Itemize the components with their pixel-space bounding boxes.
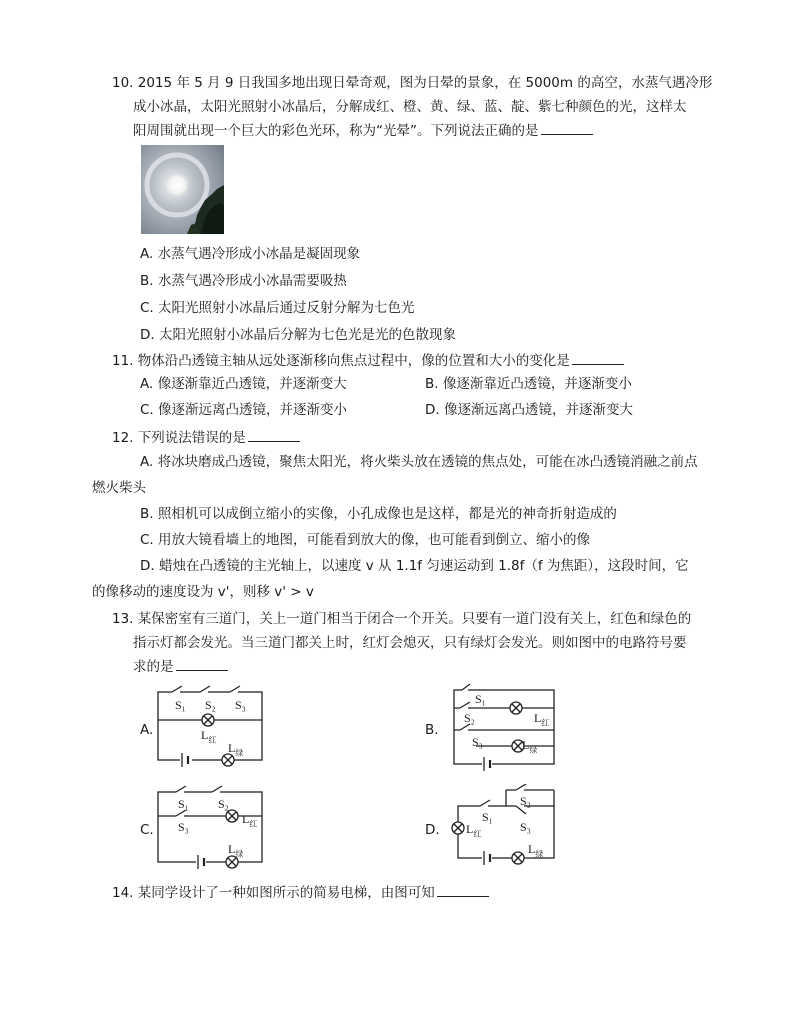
- q12-option-d-line1: D. 蜡烛在凸透镜的主光轴上，以速度 v 从 1.1f 匀速运动到 1.8f（f 为焦距），这段时间，它: [140, 558, 689, 574]
- circuit-b-lred: [534, 709, 549, 732]
- circuit-a-lred: [201, 726, 216, 749]
- lamp-green-label: L: [228, 842, 236, 856]
- q10-line2: 成小冰晶，太阳光照射小冰晶后，分解成红、橙、黄、绿、蓝、靛、紫七种颜色的光，这样太: [133, 99, 687, 115]
- lamp-red-label: L: [466, 822, 474, 836]
- circuit-d-lred: [466, 820, 481, 843]
- lamp-green-sub: 绿: [529, 745, 538, 755]
- circuit-b-label: B.: [425, 722, 439, 738]
- circuit-b-lgreen: [522, 736, 537, 759]
- q10-line3: [133, 122, 593, 140]
- q14-stem: [112, 884, 489, 902]
- lamp-red-label: L: [201, 728, 209, 742]
- circuit-a-s3: S₃: [235, 698, 246, 712]
- circuit-d-s3: S₃: [520, 820, 531, 834]
- answer-blank: [572, 352, 624, 365]
- q13-line3: [133, 658, 228, 676]
- circuit-c-label: C.: [140, 822, 154, 838]
- q10-option-c: C. 太阳光照射小冰晶后通过反射分解为七色光: [140, 300, 415, 316]
- q10-option-b: B. 水蒸气遇冷形成小冰晶需要吸热: [140, 273, 347, 289]
- circuit-d-s2: S₂: [520, 794, 531, 808]
- lamp-red-sub: 红: [473, 829, 482, 839]
- q10-option-a: A. 水蒸气遇冷形成小冰晶是凝固现象: [140, 246, 361, 262]
- q11-option-c: C. 像逐渐远离凸透镜，并逐渐变小: [140, 402, 348, 418]
- sun-halo-image: [141, 145, 224, 234]
- circuit-a-s2: S₂: [205, 698, 216, 712]
- circuit-c-lgreen: [228, 840, 243, 863]
- q11-option-d: D. 像逐渐远离凸透镜，并逐渐变大: [425, 402, 633, 418]
- q12-option-c: C. 用放大镜看墙上的地图，可能看到放大的像，也可能看到倒立、缩小的像: [140, 532, 591, 548]
- q12-option-d-line2: 的像移动的速度设为 v'，则移 v' > v: [92, 584, 314, 600]
- lamp-red-sub: 红: [249, 819, 258, 829]
- q10-line3-text: 阳周围就出现一个巨大的彩色光环，称为“光晕”。下列说法正确的是: [133, 123, 539, 139]
- answer-blank: [248, 429, 300, 442]
- q10-option-d: D. 太阳光照射小冰晶后分解为七色光是光的色散现象: [140, 327, 456, 343]
- circuit-d-label: D.: [425, 822, 440, 838]
- circuit-c-s2: S₂: [218, 797, 229, 811]
- lamp-red-sub: 红: [208, 735, 217, 745]
- q12-option-a-line1: A. 将冰块磨成凸透镜，聚焦太阳光，将火柴头放在透镜的焦点处，可能在冰凸透镜消融之前点: [140, 454, 698, 470]
- circuit-diagram-d: [446, 784, 566, 874]
- circuit-c-lred: [242, 810, 257, 833]
- q13-line2: 指示灯都会发光。当三道门都关上时，红灯会熄灭，只有绿灯会发光。则如图中的电路符号要: [133, 635, 687, 651]
- q11-stem-text: 11. 物体沿凸透镜主轴从远处逐渐移向焦点过程中，像的位置和大小的变化是: [112, 353, 570, 369]
- q11-option-a: A. 像逐渐靠近凸透镜，并逐渐变大: [140, 376, 347, 392]
- lamp-green-label: L: [228, 741, 236, 755]
- q11-option-b: B. 像逐渐靠近凸透镜，并逐渐变小: [425, 376, 632, 392]
- lamp-green-sub: 绿: [235, 748, 244, 758]
- circuit-a-label: A.: [140, 722, 154, 738]
- circuit-c-s3: S₃: [178, 820, 189, 834]
- q14-stem-text: 14. 某同学设计了一种如图所示的简易电梯，由图可知: [112, 885, 435, 901]
- lamp-green-label: L: [522, 738, 530, 752]
- lamp-green-sub: 绿: [535, 849, 544, 859]
- circuit-d-s1: S₁: [482, 810, 493, 824]
- q13-line3-text: 求的是: [133, 659, 174, 675]
- lamp-red-label: L: [534, 711, 542, 725]
- lamp-green-label: L: [528, 842, 536, 856]
- circuit-b-s2: S₂: [464, 711, 475, 725]
- q12-option-a-line2: 燃火柴头: [92, 480, 146, 496]
- q12-option-b: B. 照相机可以成倒立缩小的实像，小孔成像也是这样，都是光的神奇折射造成的: [140, 506, 617, 522]
- answer-blank: [437, 884, 489, 897]
- sun-halo-photo: [141, 145, 224, 234]
- circuit-a-s1: S₁: [175, 698, 186, 712]
- q12-stem-text: 12. 下列说法错误的是: [112, 430, 246, 446]
- circuit-b-s3: S₃: [472, 735, 483, 749]
- circuit-d-lgreen: [528, 840, 543, 863]
- lamp-red-label: L: [242, 812, 250, 826]
- q11-stem: [112, 352, 624, 370]
- q10-line1: 10. 2015 年 5 月 9 日我国多地出现日晕奇观，图为日晕的景象，在 5000m 的高空，水蒸气遇冷形: [112, 75, 713, 91]
- answer-blank: [176, 658, 228, 671]
- q13-line1: 13. 某保密室有三道门，关上一道门相当于闭合一个开关。只要有一道门没有关上，红色和绿色的: [112, 611, 692, 627]
- lamp-green-sub: 绿: [235, 849, 244, 859]
- circuit-a-lgreen: [228, 739, 243, 762]
- answer-blank: [541, 122, 593, 135]
- q12-stem: [112, 429, 300, 447]
- lamp-red-sub: 红: [541, 718, 550, 728]
- circuit-c-s1: S₁: [178, 797, 189, 811]
- circuit-b-s1: S₁: [475, 692, 486, 706]
